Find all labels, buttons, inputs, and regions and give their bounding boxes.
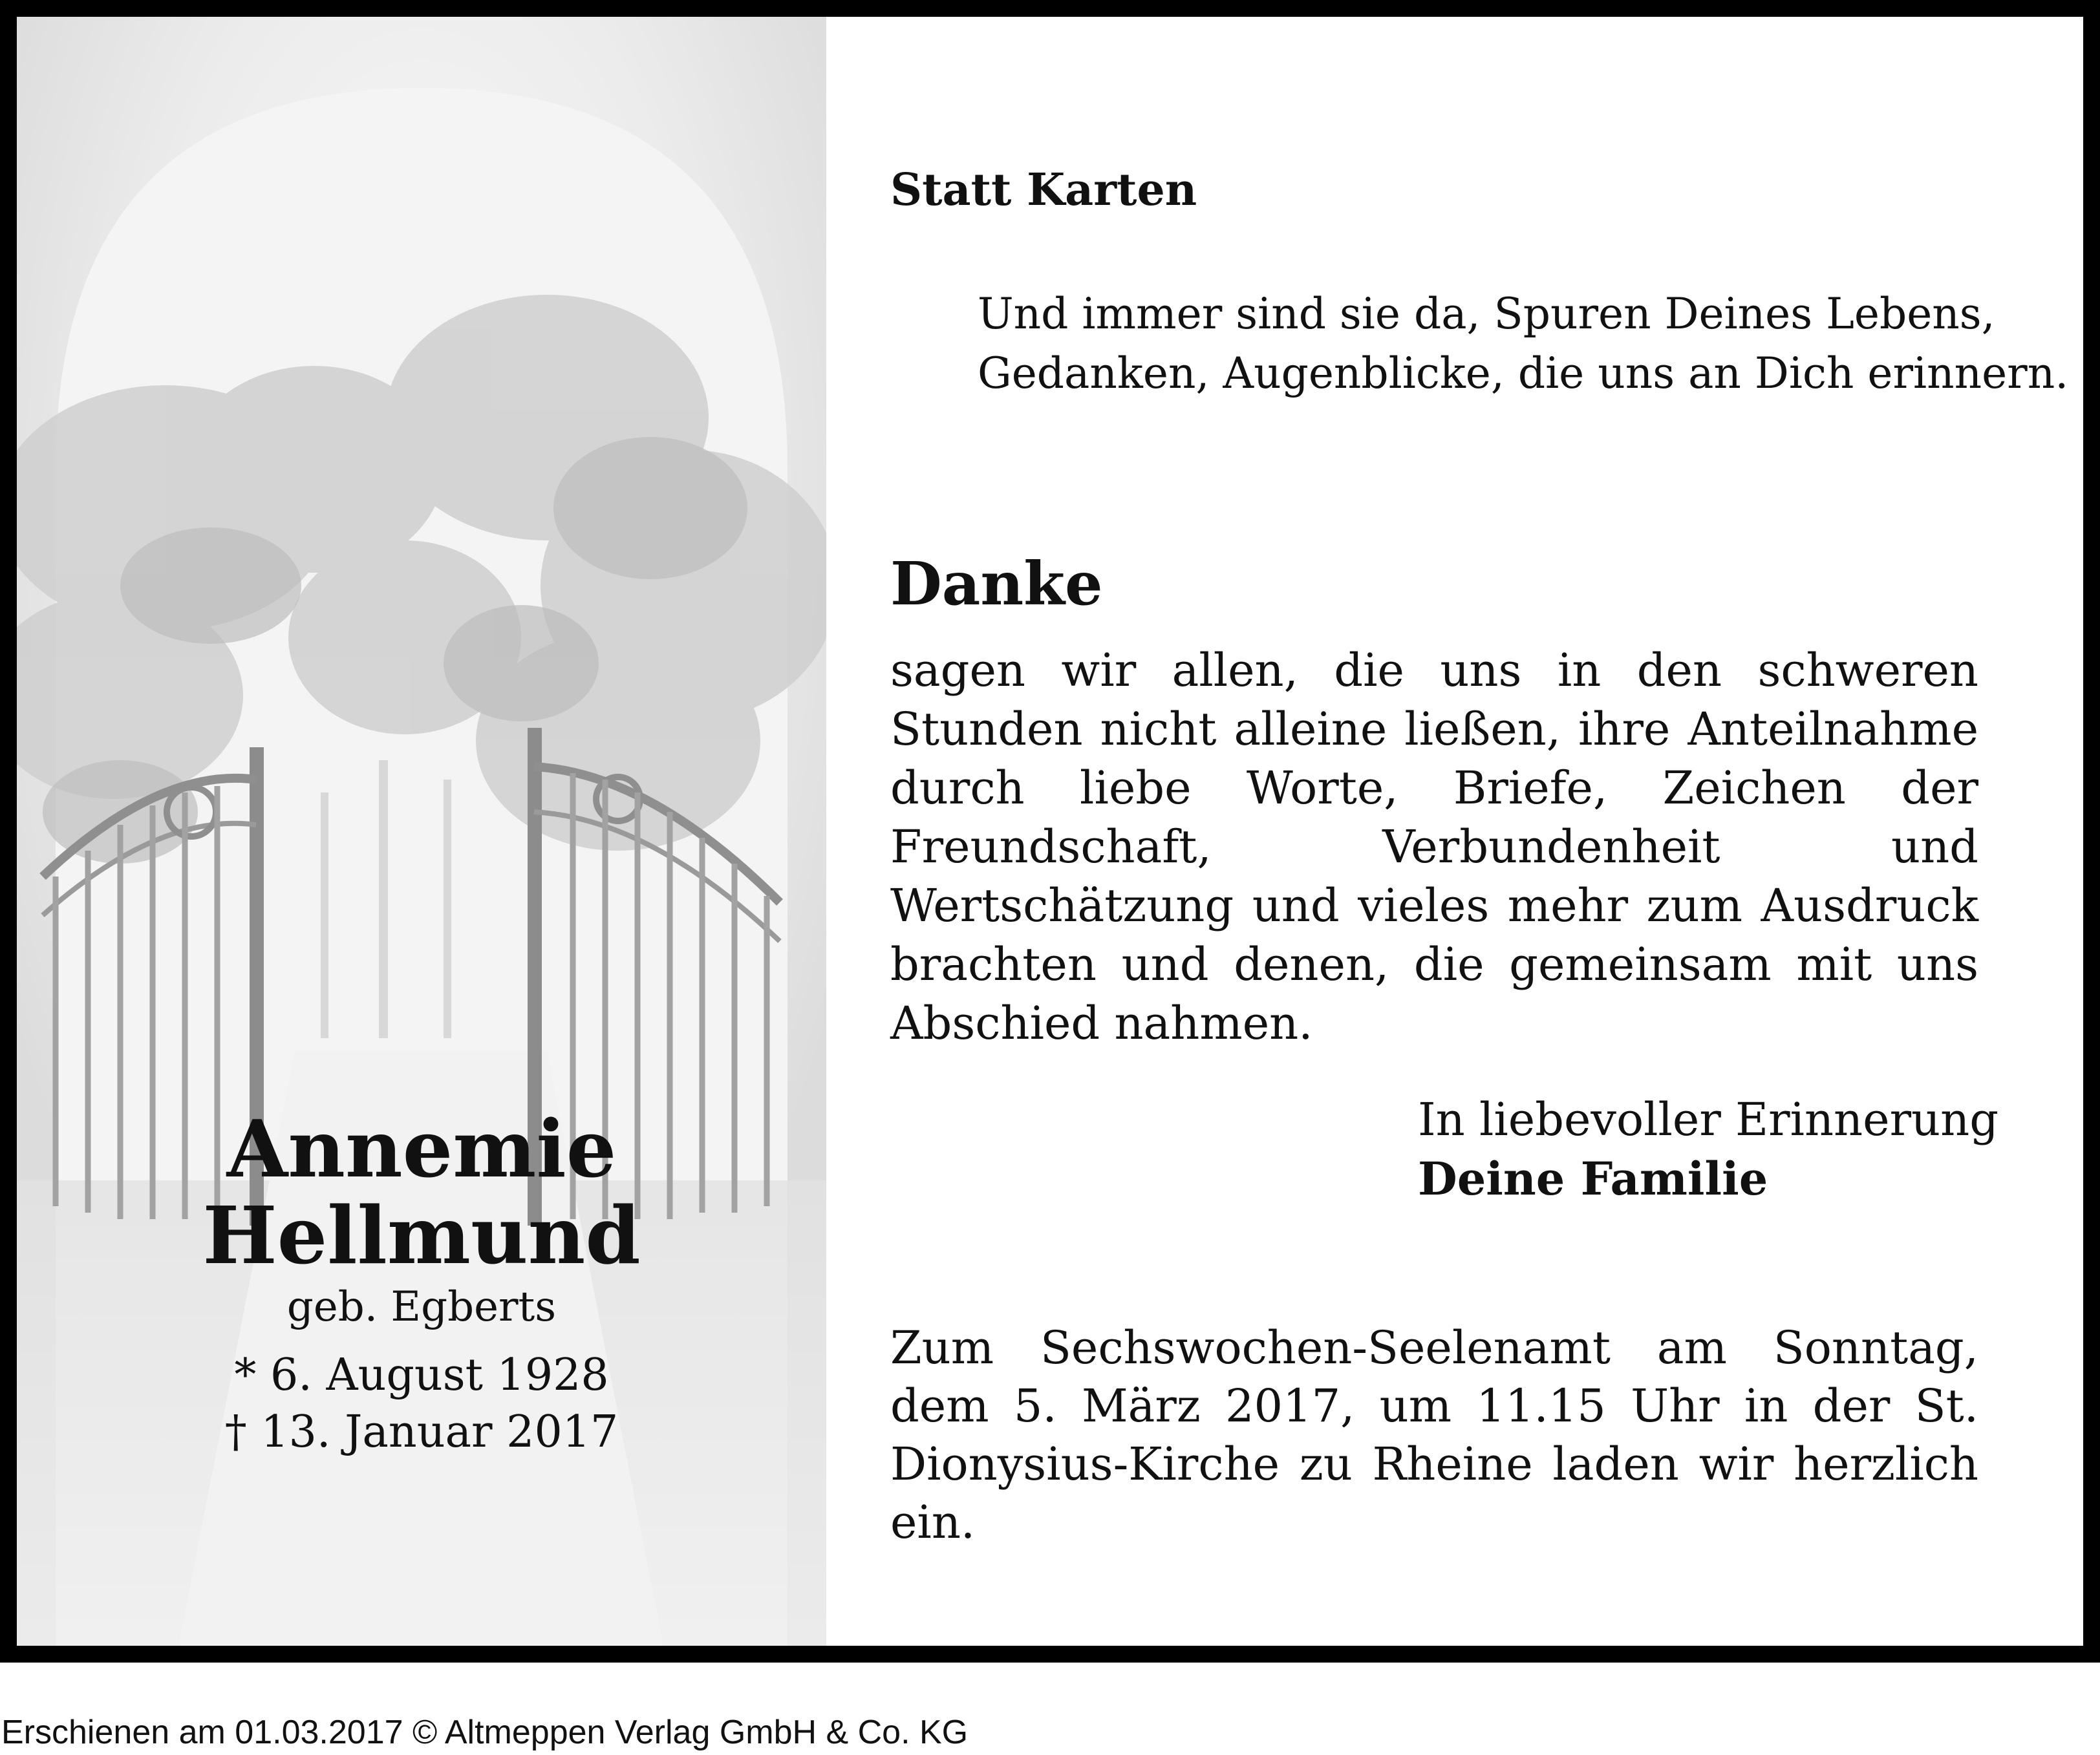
quote-line-2: Gedanken, Augenblicke, die uns an Dich erinnern. <box>978 348 2069 398</box>
danke-heading: Danke <box>890 549 1103 619</box>
last-name: Hellmund <box>202 1189 641 1282</box>
signature-line-1: In liebevoller Erinnerung <box>1418 1093 1999 1146</box>
statt-karten-heading: Statt Karten <box>890 164 1197 216</box>
publication-credit: Erschienen am 01.03.2017 © Altmeppen Verlag GmbH & Co. KG <box>1 1714 969 1751</box>
memorial-quote <box>978 284 2068 403</box>
birth-date: * 6. August 1928 <box>234 1350 609 1401</box>
thanks-paragraph: sagen wir allen, die uns in den schweren Stunden nicht alleine ließen, ihre Anteilnahme durch liebe Worte, Briefe, Zeichen der Freundschaft, Verbundenheit und Wertschätzung und vieles mehr zum Ausdruck brachten und denen, die gemeinsam mit uns Abschied nahmen. <box>890 644 1978 1050</box>
death-date: † 13. Januar 2017 <box>224 1407 619 1458</box>
deceased-block <box>17 1102 826 1461</box>
first-name: Annemie <box>226 1102 617 1195</box>
quote-line-1: Und immer sind sie da, Spuren Deines Lebens, <box>978 289 1995 339</box>
signature-family: Deine Familie <box>1418 1152 1768 1206</box>
service-announcement: Zum Sechswochen-Seelenamt am Sonntag, dem 5. März 2017, um 11.15 Uhr in der St. Dionysius-Kirche zu Rheine laden wir herzlich ein. <box>890 1321 1978 1549</box>
signature-block <box>1418 1090 1998 1209</box>
maiden-name: geb. Egberts <box>286 1283 557 1331</box>
